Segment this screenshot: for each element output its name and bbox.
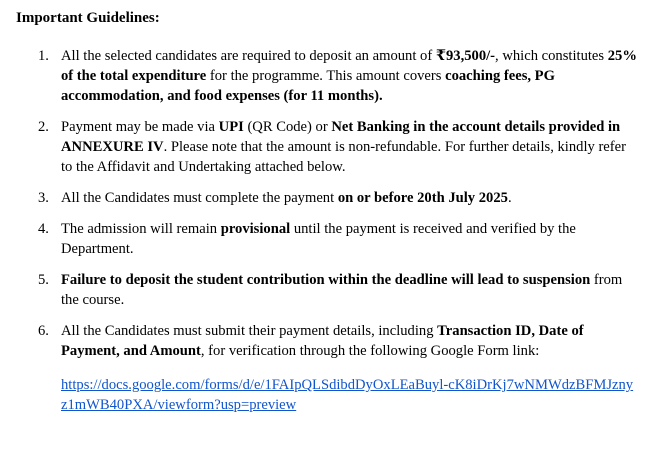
deposit-amount: ₹93,500/- (435, 48, 496, 64)
required-payment-details: Transaction ID, Date of Payment, and Amount (61, 323, 584, 359)
admission-status: provisional (220, 221, 291, 237)
covered-expenses: coaching fees, PG accommodation, and food expenses (for 11 months). (61, 68, 555, 104)
guideline-text: All the Candidates must submit their payment details, including Transaction ID, Date of Payment, and Amount, for verification through the following Google Form link: (61, 323, 584, 359)
guideline-item-4 (16, 219, 638, 259)
form-link-container (61, 375, 638, 415)
payment-deadline: on or before 20th July 2025 (337, 190, 508, 206)
guideline-number: 6. (38, 323, 49, 339)
guideline-number: 3. (38, 190, 49, 206)
guideline-text: Payment may be made via UPI (QR Code) or Net Banking in the account details provided in ANNEXURE IV. Please note that the amount is non-refundable. For further details, kindly refer to the Affidavit and Undertaking attached below. (61, 119, 626, 175)
payment-method-netbanking: Net Banking in the account details provided in ANNEXURE IV (61, 119, 621, 155)
payment-method-upi: UPI (218, 119, 244, 135)
guideline-number: 2. (38, 119, 49, 135)
guideline-item-3 (16, 188, 638, 208)
guideline-item-6 (16, 321, 638, 415)
guideline-text: Failure to deposit the student contribution within the deadline will lead to suspension from the course. (61, 272, 623, 308)
guideline-number: 5. (38, 272, 49, 288)
guideline-item-1 (16, 46, 638, 106)
guideline-text: The admission will remain provisional until the payment is received and verified by the Department. (61, 221, 576, 257)
guideline-item-2 (16, 117, 638, 177)
guideline-text: All the selected candidates are required to deposit an amount of ₹93,500/-, which constitutes 25% of the total expenditure for the programme. This amount covers coaching fees, PG accommodation, and food expenses (for 11 months). (61, 48, 637, 104)
guideline-item-5 (16, 270, 638, 310)
guidelines-list (16, 46, 638, 415)
guideline-number: 4. (38, 221, 49, 237)
guideline-number: 1. (38, 48, 49, 64)
suspension-warning: Failure to deposit the student contribution within the deadline will lead to suspension (61, 272, 591, 288)
google-form-link[interactable]: https://docs.google.com/forms/d/e/1FAIpQLSdibdDyOxLEaBuyl-cK8iDrKj7wNMWdzBFMJznyz1mWB40PXA/viewform?usp=preview (61, 377, 634, 413)
guideline-text: All the Candidates must complete the payment on or before 20th July 2025. (61, 190, 512, 206)
expenditure-share: 25% of the total expenditure (61, 48, 637, 84)
guidelines-heading: Important Guidelines: (16, 10, 160, 26)
